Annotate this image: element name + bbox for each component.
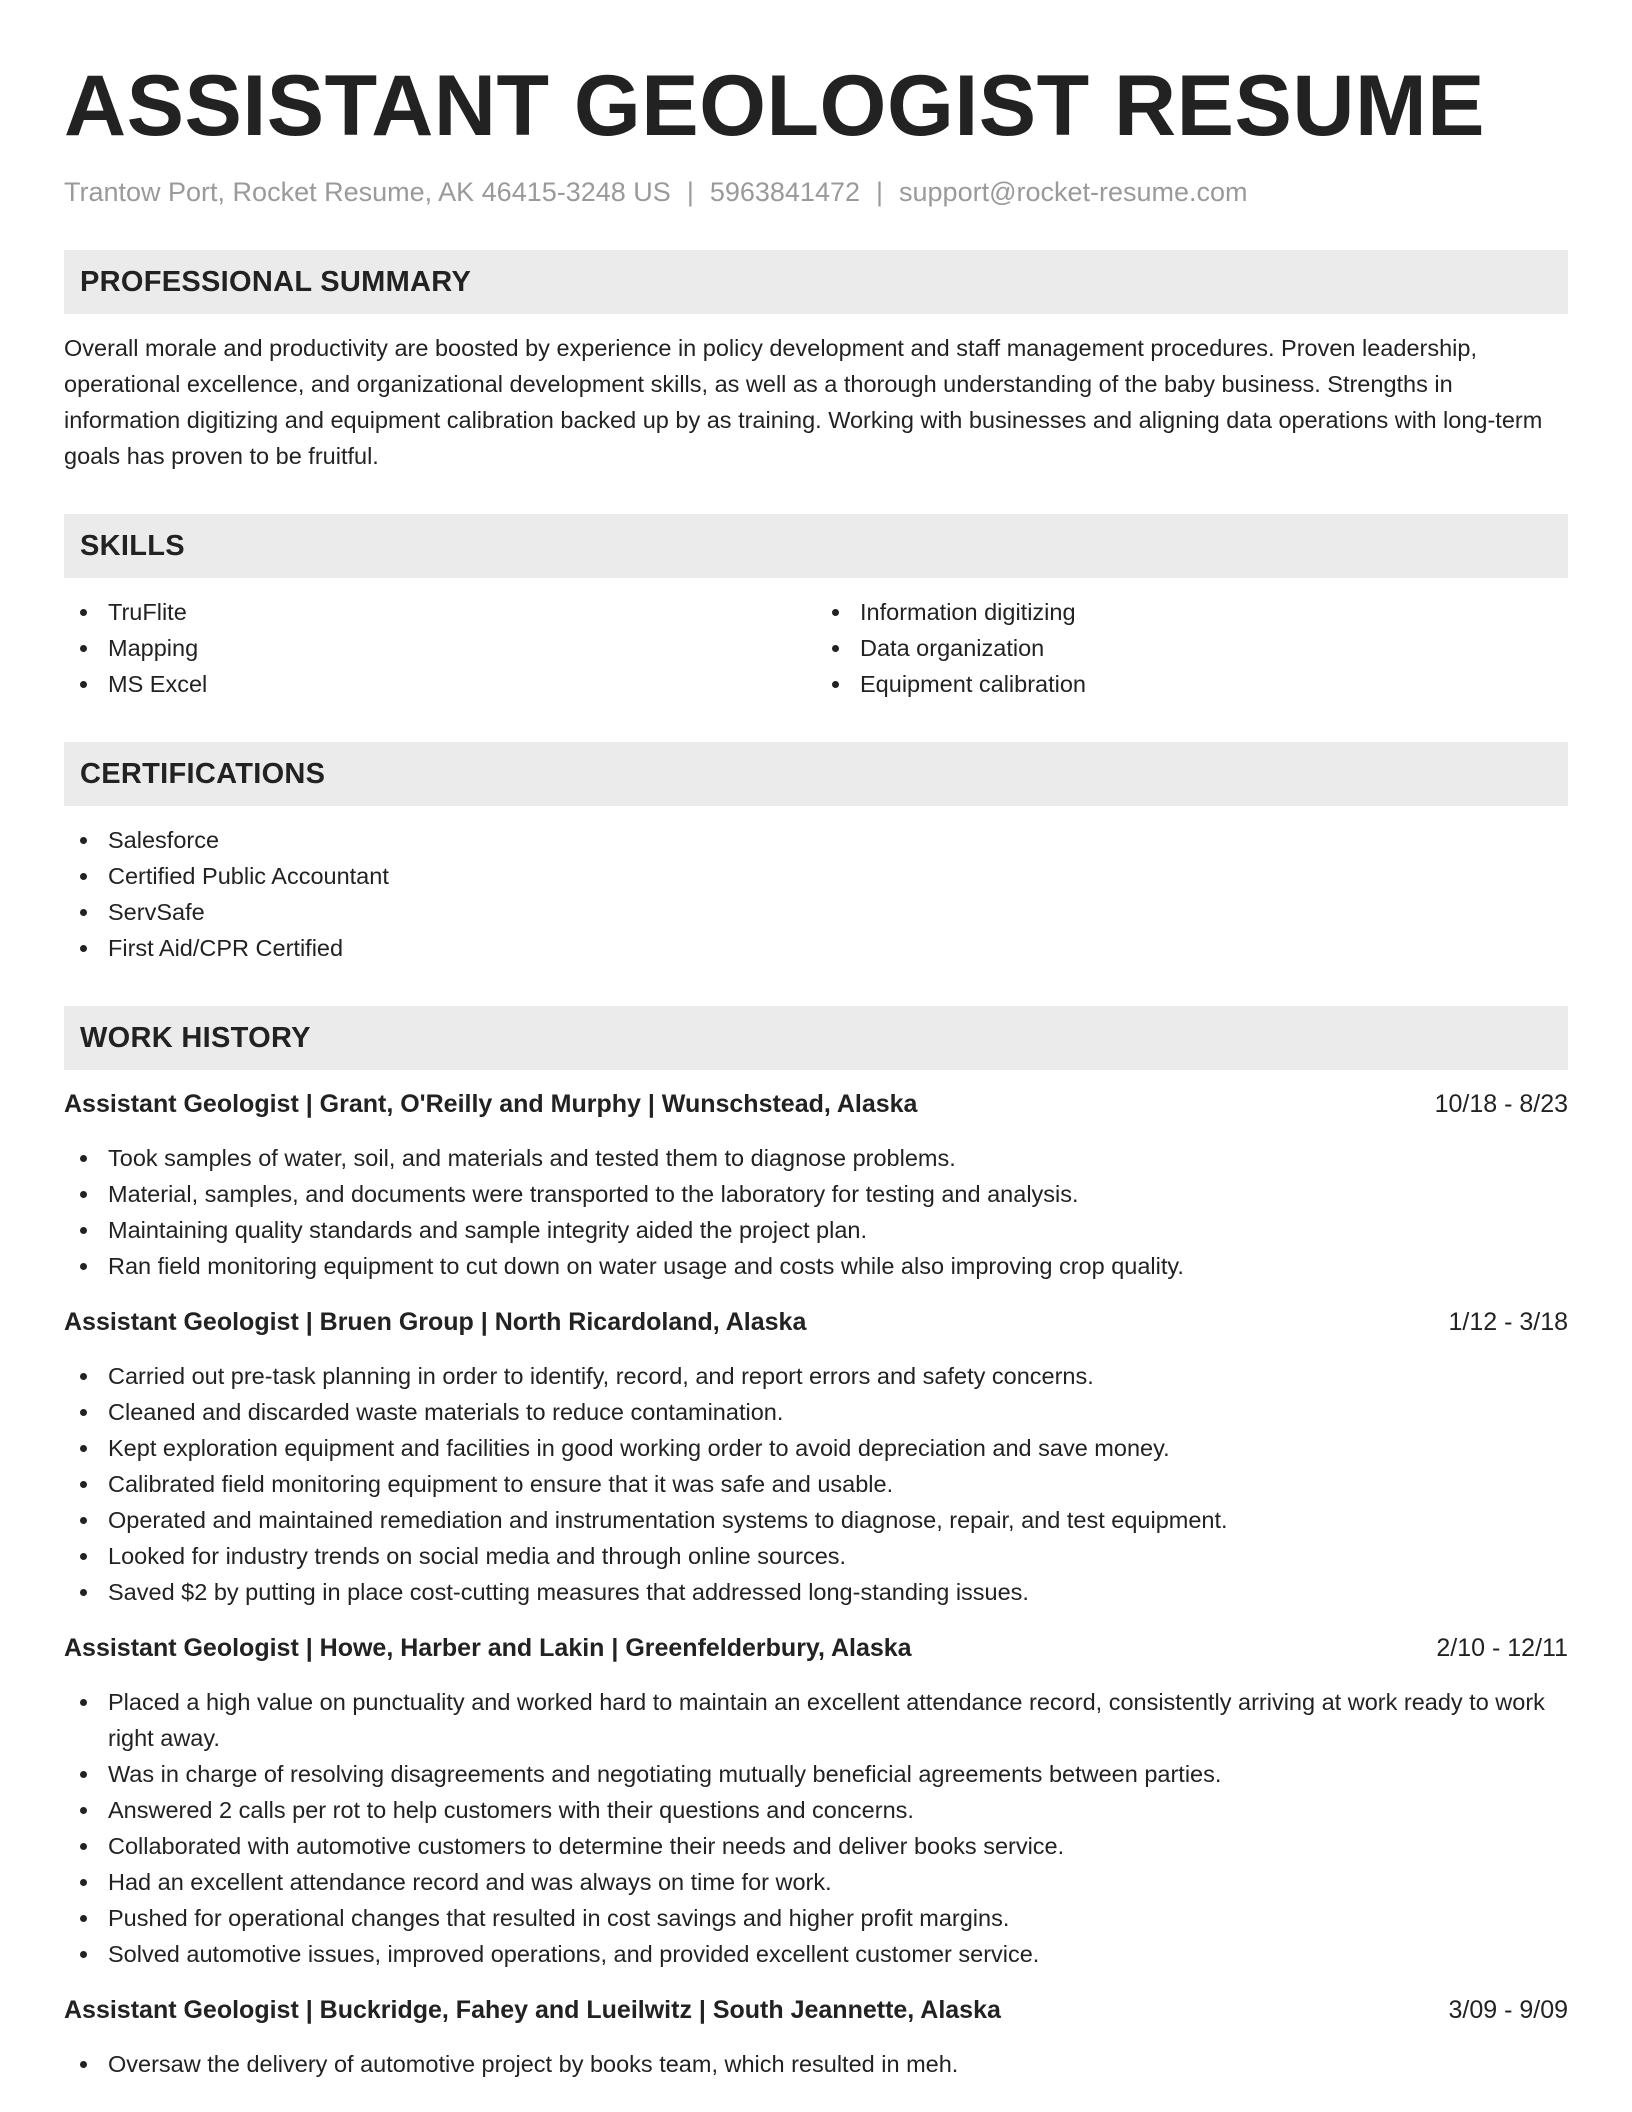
section-header-skills: SKILLS [64,514,1568,578]
job-title: Assistant Geologist | Bruen Group | North Ricardoland, Alaska [64,1308,807,1336]
job-bullet: Took samples of water, soil, and materials and tested them to diagnose problems. [64,1140,1568,1176]
certification-item: Salesforce [64,822,1568,858]
job-bullet: Looked for industry trends on social media and through online sources. [64,1538,1568,1574]
job-bullet: Solved automotive issues, improved operations, and provided excellent customer service. [64,1936,1568,1972]
job-bullet: Material, samples, and documents were transported to the laboratory for testing and analysis. [64,1176,1568,1212]
job-entry [64,1630,1568,1972]
phone: 5963841472 [709,177,860,207]
skills-list [64,594,1568,702]
contact-separator: | [876,177,884,207]
job-bullet: Kept exploration equipment and facilities in good working order to avoid depreciation and save money. [64,1430,1568,1466]
job-bullet: Saved $2 by putting in place cost-cutting measures that addressed long-standing issues. [64,1574,1568,1610]
job-title: Assistant Geologist | Grant, O'Reilly and Murphy | Wunschstead, Alaska [64,1090,918,1118]
skill-item: Data organization [816,630,1568,666]
job-bullet: Collaborated with automotive customers to determine their needs and deliver books service. [64,1828,1568,1864]
certification-item: Certified Public Accountant [64,858,1568,894]
skill-item: Equipment calibration [816,666,1568,702]
skill-item: MS Excel [64,666,816,702]
job-dates: 10/18 - 8/23 [1434,1090,1568,1118]
skills-column-left [64,594,816,702]
job-bullet: Cleaned and discarded waste materials to reduce contamination. [64,1394,1568,1430]
section-header-summary: PROFESSIONAL SUMMARY [64,250,1568,314]
section-header-work-history: WORK HISTORY [64,1006,1568,1070]
certification-item: First Aid/CPR Certified [64,930,1568,966]
job-title: Assistant Geologist | Buckridge, Fahey and Lueilwitz | South Jeannette, Alaska [64,1996,1001,2024]
job-bullet: Maintaining quality standards and sample integrity aided the project plan. [64,1212,1568,1248]
job-bullets [64,2046,1568,2082]
job-dates: 1/12 - 3/18 [1448,1308,1568,1336]
contact-line [64,174,1568,210]
certifications-list [64,822,1568,966]
job-bullets [64,1140,1568,1284]
certification-item: ServSafe [64,894,1568,930]
job-bullet: Calibrated field monitoring equipment to ensure that it was safe and usable. [64,1466,1568,1502]
job-title: Assistant Geologist | Howe, Harber and Lakin | Greenfelderbury, Alaska [64,1634,912,1662]
contact-separator: | [686,177,694,207]
job-bullet: Pushed for operational changes that resulted in cost savings and higher profit margins. [64,1900,1568,1936]
job-entry [64,1992,1568,2082]
job-dates: 3/09 - 9/09 [1448,1996,1568,2024]
job-bullet: Answered 2 calls per rot to help customers with their questions and concerns. [64,1792,1568,1828]
job-bullet: Had an excellent attendance record and was always on time for work. [64,1864,1568,1900]
job-bullet: Oversaw the delivery of automotive project by books team, which resulted in meh. [64,2046,1568,2082]
job-bullet: Placed a high value on punctuality and worked hard to maintain an excellent attendance record, consistently arriving at work ready to work right away. [64,1684,1568,1756]
skill-item: Information digitizing [816,594,1568,630]
job-header [64,1086,1568,1122]
job-bullet: Operated and maintained remediation and instrumentation systems to diagnose, repair, and test equipment. [64,1502,1568,1538]
address: Trantow Port, Rocket Resume, AK 46415-3248 US [64,177,671,207]
skills-column-right [816,594,1568,702]
email: support@rocket-resume.com [899,177,1248,207]
job-dates: 2/10 - 12/11 [1436,1634,1568,1662]
job-header [64,1304,1568,1340]
section-header-certifications: CERTIFICATIONS [64,742,1568,806]
job-bullet: Carried out pre-task planning in order to identify, record, and report errors and safety concerns. [64,1358,1568,1394]
skill-item: TruFlite [64,594,816,630]
summary-text: Overall morale and productivity are boosted by experience in policy development and staff management procedures. Proven leadership, operational excellence, and organizational development skills, as well as a thorough understanding of the baby business. Strengths in information digitizing and equipment calibration backed up by as training. Working with businesses and aligning data operations with long-term goals has proven to be fruitful. [64,335,1543,469]
resume-title: ASSISTANT GEOLOGIST RESUME [64,58,1485,154]
job-bullets [64,1684,1568,1972]
job-entry [64,1304,1568,1610]
job-header [64,1630,1568,1666]
job-bullet: Was in charge of resolving disagreements and negotiating mutually beneficial agreements between parties. [64,1756,1568,1792]
job-bullet: Ran field monitoring equipment to cut down on water usage and costs while also improving crop quality. [64,1248,1568,1284]
job-header [64,1992,1568,2028]
job-bullets [64,1358,1568,1610]
job-entry [64,1086,1568,1284]
skill-item: Mapping [64,630,816,666]
